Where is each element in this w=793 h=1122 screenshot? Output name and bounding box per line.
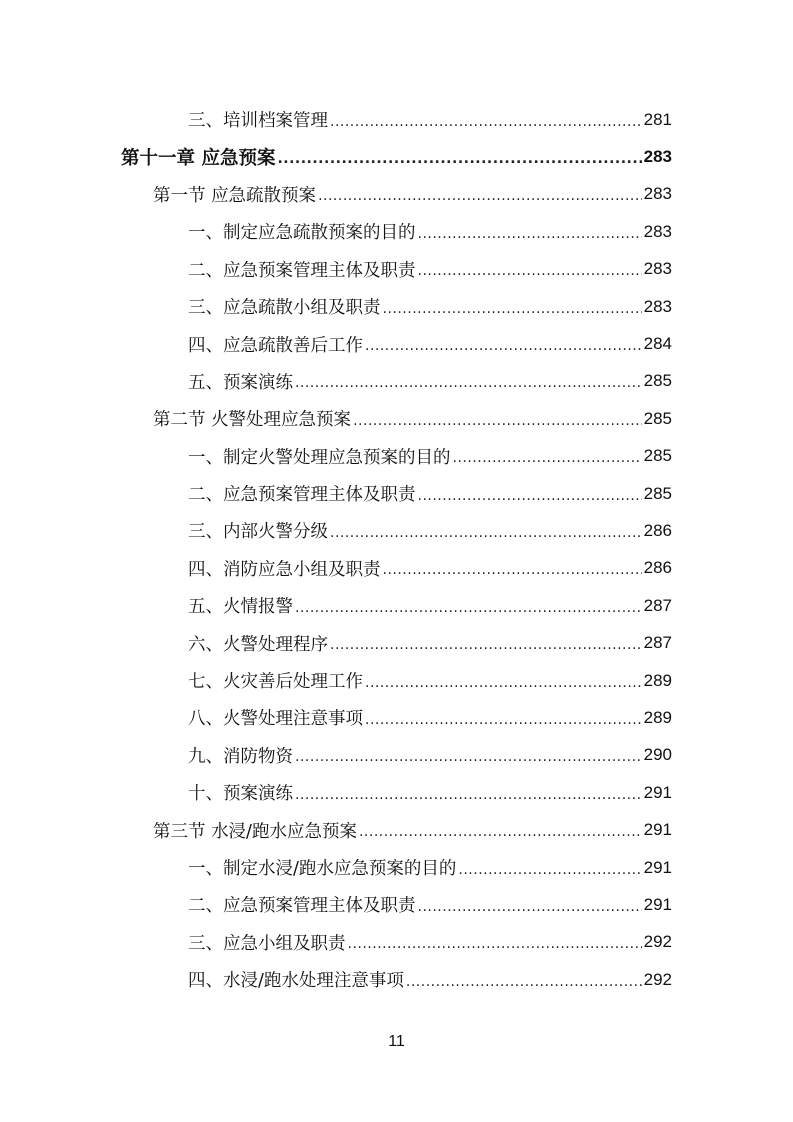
toc-dot-leader bbox=[330, 114, 642, 130]
toc-entry-page: 283 bbox=[643, 147, 672, 167]
toc-entry-page: 281 bbox=[643, 109, 672, 129]
toc-entry-page: 285 bbox=[643, 408, 672, 428]
toc-entry-title: 六、火警处理程序 bbox=[188, 634, 328, 655]
toc-entry-title: 九、消防物资 bbox=[188, 746, 293, 767]
toc-item-entry[interactable] bbox=[0, 325, 793, 362]
toc-entry-title: 四、消防应急小组及职责 bbox=[188, 559, 381, 580]
toc-dot-leader bbox=[383, 301, 642, 317]
toc-entry-title: 五、火情报警 bbox=[188, 597, 293, 618]
toc-dot-leader bbox=[418, 488, 642, 504]
toc-entry-page: 286 bbox=[643, 558, 672, 578]
toc-entry-page: 289 bbox=[643, 707, 672, 727]
toc-entry-title: 第三节 水浸/跑水应急预案 bbox=[153, 821, 357, 842]
toc-item-entry[interactable] bbox=[0, 438, 793, 475]
toc-dot-leader bbox=[295, 749, 642, 765]
toc-chapter-entry[interactable] bbox=[0, 138, 793, 175]
toc-dot-leader bbox=[318, 188, 642, 204]
toc-entry-title: 二、应急预案管理主体及职责 bbox=[188, 260, 416, 281]
toc-entry-page: 285 bbox=[643, 446, 672, 466]
toc-item-entry[interactable] bbox=[0, 886, 793, 923]
toc-item-entry[interactable] bbox=[0, 737, 793, 774]
toc-entry-page: 289 bbox=[643, 670, 672, 690]
toc-dot-leader bbox=[295, 375, 642, 391]
toc-item-entry[interactable] bbox=[0, 288, 793, 325]
toc-entry-title: 一、制定水浸/跑水应急预案的目的 bbox=[188, 859, 457, 879]
toc-entry-title: 二、应急预案管理主体及职责 bbox=[188, 485, 416, 506]
toc-item-entry[interactable] bbox=[0, 101, 793, 138]
toc-dot-leader bbox=[365, 338, 642, 354]
toc-entry-page: 283 bbox=[643, 184, 672, 204]
toc-section-entry[interactable] bbox=[0, 811, 793, 848]
toc-dot-leader bbox=[330, 637, 642, 653]
toc-entry-title: 一、制定火警处理应急预案的目的 bbox=[188, 447, 451, 468]
toc-dot-leader bbox=[458, 862, 641, 878]
toc-entry-page: 290 bbox=[643, 745, 672, 765]
toc-entry-title: 四、应急疏散善后工作 bbox=[188, 335, 363, 356]
toc-entry-title: 第一节 应急疏散预案 bbox=[153, 185, 317, 206]
toc-dot-leader bbox=[330, 525, 642, 541]
toc-dot-leader bbox=[295, 600, 642, 616]
toc-entry-page: 286 bbox=[643, 520, 672, 540]
toc-item-entry[interactable] bbox=[0, 699, 793, 736]
toc-entry-title: 三、培训档案管理 bbox=[188, 111, 328, 132]
toc-dot-leader bbox=[453, 450, 642, 466]
toc-entry-page: 291 bbox=[643, 857, 672, 877]
toc-section-entry[interactable] bbox=[0, 400, 793, 437]
toc-entry-page: 285 bbox=[643, 483, 672, 503]
toc-dot-leader bbox=[277, 151, 641, 167]
toc-entry-title: 第二节 火警处理应急预案 bbox=[153, 410, 352, 431]
toc-item-entry[interactable] bbox=[0, 924, 793, 961]
toc-item-entry[interactable] bbox=[0, 512, 793, 549]
toc-entry-title: 四、水浸/跑水处理注意事项 bbox=[188, 971, 404, 992]
toc-dot-leader bbox=[406, 974, 642, 990]
page-number: 11 bbox=[388, 1033, 405, 1050]
toc-section-entry[interactable] bbox=[0, 176, 793, 213]
toc-item-entry[interactable] bbox=[0, 475, 793, 512]
toc-entry-page: 291 bbox=[643, 894, 672, 914]
toc-entry-page: 292 bbox=[643, 932, 672, 952]
toc-entry-page: 285 bbox=[643, 371, 672, 391]
toc-entry-title: 一、制定应急疏散预案的目的 bbox=[188, 223, 416, 244]
toc-item-entry[interactable] bbox=[0, 550, 793, 587]
toc-dot-leader bbox=[365, 712, 642, 728]
toc-item-entry[interactable] bbox=[0, 849, 793, 886]
toc-entry-title: 二、应急预案管理主体及职责 bbox=[188, 896, 416, 917]
toc-item-entry[interactable] bbox=[0, 587, 793, 624]
toc-entry-page: 292 bbox=[643, 969, 672, 989]
toc-entry-page: 291 bbox=[643, 782, 672, 802]
toc-item-entry[interactable] bbox=[0, 251, 793, 288]
toc-dot-leader bbox=[359, 824, 642, 840]
toc-dot-leader bbox=[365, 675, 642, 691]
toc-entry-title: 三、应急疏散小组及职责 bbox=[188, 298, 381, 319]
toc-dot-leader bbox=[353, 413, 642, 429]
toc-dot-leader bbox=[348, 936, 642, 952]
toc-dot-leader bbox=[418, 226, 642, 242]
toc-entry-page: 287 bbox=[643, 633, 672, 653]
toc-entry-title: 八、火警处理注意事项 bbox=[188, 709, 363, 730]
toc-item-entry[interactable] bbox=[0, 363, 793, 400]
toc-dot-leader bbox=[418, 263, 642, 279]
toc-entry-page: 283 bbox=[643, 259, 672, 279]
toc-entry-page: 287 bbox=[643, 595, 672, 615]
toc-item-entry[interactable] bbox=[0, 961, 793, 998]
table-of-contents bbox=[0, 101, 793, 998]
toc-dot-leader bbox=[383, 562, 642, 578]
toc-entry-title: 十、预案演练 bbox=[188, 784, 293, 805]
toc-item-entry[interactable] bbox=[0, 213, 793, 250]
toc-entry-title: 三、内部火警分级 bbox=[188, 522, 328, 543]
toc-dot-leader bbox=[295, 787, 642, 803]
toc-entry-title: 第十一章 应急预案 bbox=[121, 148, 276, 170]
toc-entry-page: 291 bbox=[643, 820, 672, 840]
toc-entry-page: 283 bbox=[643, 221, 672, 241]
toc-entry-title: 三、应急小组及职责 bbox=[188, 933, 346, 954]
toc-item-entry[interactable] bbox=[0, 774, 793, 811]
toc-dot-leader bbox=[418, 899, 642, 915]
toc-entry-title: 五、预案演练 bbox=[188, 372, 293, 393]
toc-entry-title: 七、火灾善后处理工作 bbox=[188, 672, 363, 693]
toc-item-entry[interactable] bbox=[0, 624, 793, 661]
toc-item-entry[interactable] bbox=[0, 662, 793, 699]
toc-entry-page: 284 bbox=[643, 334, 672, 354]
toc-entry-page: 283 bbox=[643, 296, 672, 316]
